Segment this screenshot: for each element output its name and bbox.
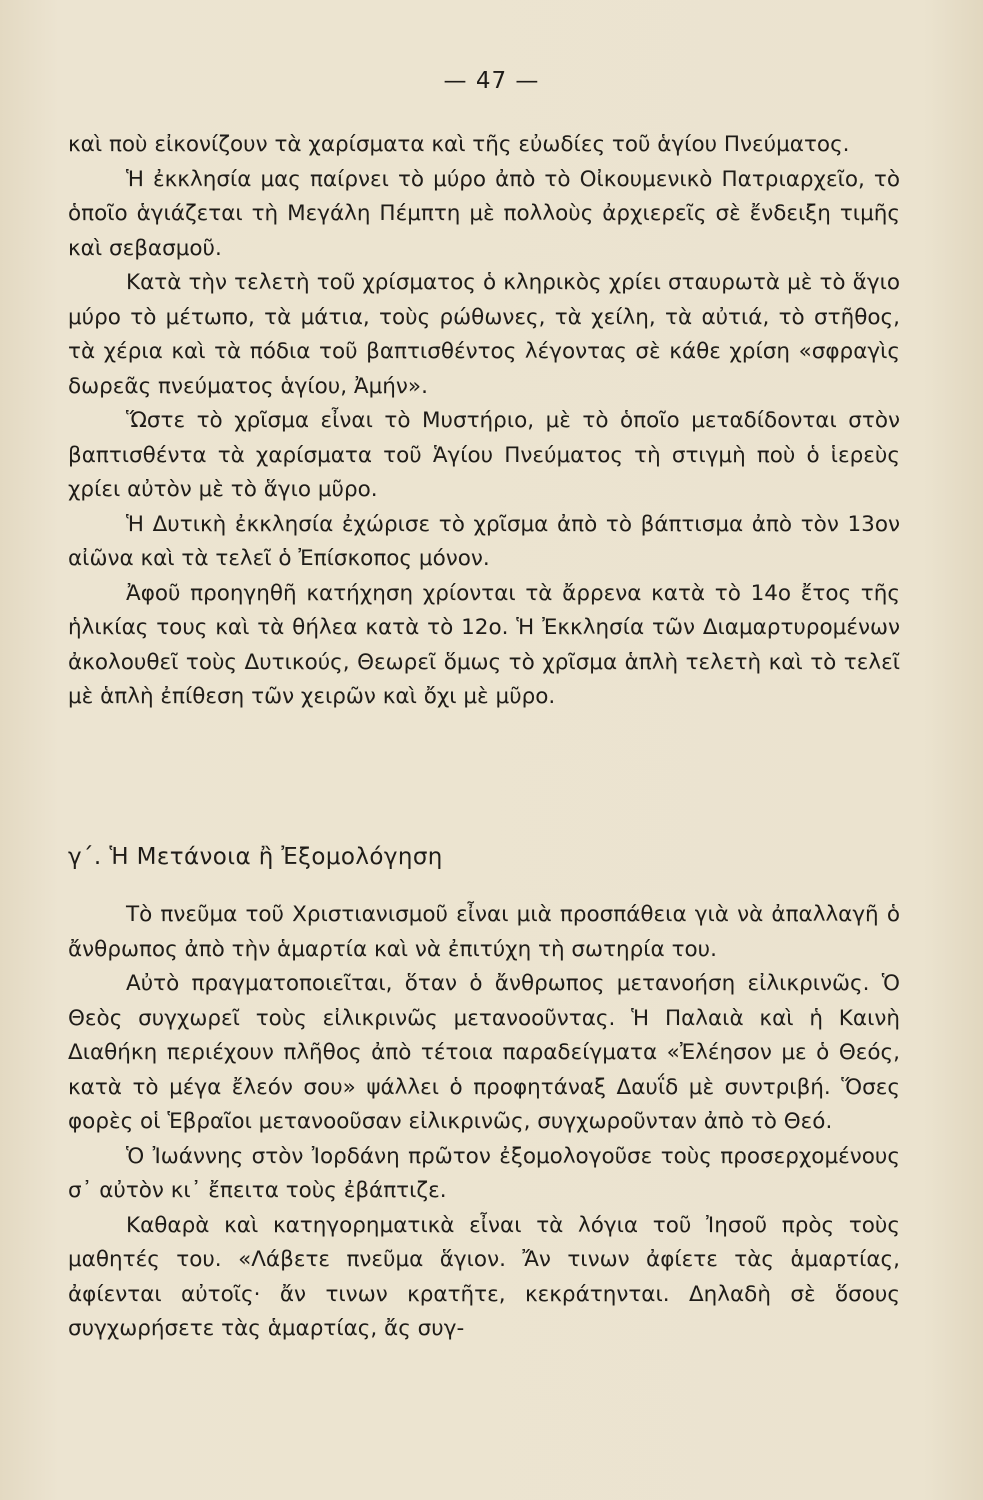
paragraph: Ὥστε τὸ χρῖσμα εἶναι τὸ Μυστήριο, μὲ τὸ ὁποῖο μεταδίδονται στὸν βαπτισθέντα τὰ χαρίσματα τοῦ Ἁγίου Πνεύματος τὴ στιγμὴ ποὺ ὁ ἱερεὺς χρίει αὐτὸν μὲ τὸ ἅγιο μῦρο.	[68, 408, 900, 502]
section-heading: γ΄. Ἡ Μετάνοια ἢ Ἐξομολόγηση	[68, 844, 443, 870]
page-number: — 47 —	[443, 68, 540, 94]
paragraph: Κατὰ τὴν τελετὴ τοῦ χρίσματος ὁ κληρικὸς χρίει σταυρωτὰ μὲ τὸ ἅγιο μύρο τὸ μέτωπο, τὰ μάτια, τοὺς ρώθωνες, τὰ χείλη, τὰ αὐτιά, τὸ στῆθος, τὰ χέρια καὶ τὰ πόδια τοῦ βαπτισθέντος λέγοντας σὲ κάθε χρίση «σφραγὶς δωρεᾶς πνεύματος ἁγίου, Ἀμήν».	[68, 270, 900, 399]
paragraph: Ἀφοῦ προηγηθῆ κατήχηση χρίονται τὰ ἄρρενα κατὰ τὸ 14ο ἔτος τῆς ἡλικίας τους καὶ τὰ θήλεα κατὰ τὸ 12ο. Ἡ Ἐκκλησία τῶν Διαμαρτυρομένων ἀκολουθεῖ τοὺς Δυτικούς, Θεωρεῖ ὅμως τὸ χρῖσμα ἁπλὴ τελετὴ καὶ τὸ τελεῖ μὲ ἁπλὴ ἐπίθεση τῶν χειρῶν καὶ ὄχι μὲ μῦρο.	[68, 580, 900, 709]
section-2-body	[68, 898, 900, 1347]
paragraph: Αὐτὸ πραγματοποιεῖται, ὅταν ὁ ἄνθρωπος μετανοήση εἰλικρινῶς. Ὁ Θεὸς συγχωρεῖ τοὺς εἰλικρινῶς μετανοοῦντας. Ἡ Παλαιὰ καὶ ἡ Καινὴ Διαθήκη περιέχουν πλῆθος ἀπὸ τέτοια παραδείγματα «Ἐλέησον με ὁ Θεός, κατὰ τὸ μέγα ἔλεόν σου» ψάλλει ὁ προφητάναξ Δαυΐδ μὲ συντριβή. Ὅσες φορὲς οἱ Ἑβραῖοι μετανοοῦσαν εἰλικρινῶς, συγχωροῦνταν ἀπὸ τὸ Θεό.	[68, 971, 900, 1134]
paragraph: Ὁ Ἰωάννης στὸν Ἰορδάνη πρῶτον ἐξομολογοῦσε τοὺς προσερχομένους σ᾽ αὐτὸν κι᾽ ἔπειτα τοὺς ἐβάπτιζε.	[68, 1143, 900, 1203]
paragraph-continuation: καὶ ποὺ εἰκονίζουν τὰ χαρίσματα καὶ τῆς εὐωδίες τοῦ ἁγίου Πνεύματος.	[68, 132, 850, 157]
paragraph: Καθαρὰ καὶ κατηγορηματικὰ εἶναι τὰ λόγια τοῦ Ἰησοῦ πρὸς τοὺς μαθητές του. «Λάβετε πνεῦμα ἅγιον. Ἄν τινων ἀφίετε τὰς ἁμαρτίας, ἀφίενται αὐτοῖς· ἄν τινων κρατῆτε, κεκράτηνται. Δηλαδὴ σὲ ὅσους συγχωρήσετε τὰς ἁμαρτίας, ἄς συγ-	[68, 1212, 900, 1341]
paragraph: Ἡ Δυτικὴ ἐκκλησία ἐχώρισε τὸ χρῖσμα ἀπὸ τὸ βάπτισμα ἀπὸ τὸν 13ον αἰῶνα καὶ τὰ τελεῖ ὁ Ἐπίσκοπος μόνον.	[68, 511, 900, 571]
section-1-body	[68, 128, 900, 715]
paragraph: Ἡ ἐκκλησία μας παίρνει τὸ μύρο ἀπὸ τὸ Οἰκουμενικὸ Πατριαρχεῖο, τὸ ὁποῖο ἁγιάζεται τὴ Μεγάλη Πέμπτη μὲ πολλοὺς ἀρχιερεῖς σὲ ἔνδειξη τιμῆς καὶ σεβασμοῦ.	[68, 166, 900, 261]
paragraph: Τὸ πνεῦμα τοῦ Χριστιανισμοῦ εἶναι μιὰ προσπάθεια γιὰ νὰ ἀπαλλαγῆ ὁ ἄνθρωπος ἀπὸ τὴν ἁμαρτία καὶ νὰ ἐπιτύχη τὴ σωτηρία του.	[68, 902, 900, 962]
